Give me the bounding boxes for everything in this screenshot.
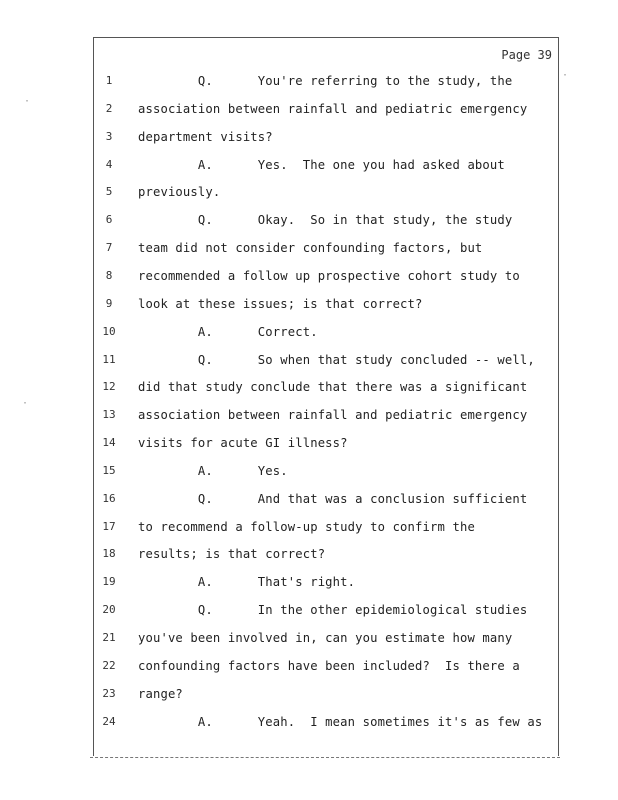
transcript-line	[0, 464, 618, 484]
line-number: 3	[105, 129, 113, 143]
line-number: 9	[105, 296, 113, 310]
transcript-line	[0, 185, 618, 205]
line-number: 12	[102, 380, 116, 394]
line-number: 17	[102, 519, 116, 533]
line-text: did that study conclude that there was a significant	[138, 380, 528, 395]
line-number: 22	[102, 658, 116, 672]
scan-speck: ·	[562, 70, 569, 81]
line-number: 11	[102, 352, 116, 366]
line-number: 24	[102, 714, 116, 728]
transcript-line	[0, 102, 618, 122]
line-text: recommended a follow up prospective cohort study to	[138, 268, 520, 283]
line-number: 2	[105, 101, 113, 115]
page-bottom-rule	[90, 757, 560, 758]
line-number: 6	[105, 213, 113, 227]
line-text: Q. And that was a conclusion sufficient	[138, 491, 528, 506]
transcript-line	[0, 74, 618, 94]
line-number: 15	[102, 463, 116, 477]
line-number: 7	[105, 241, 113, 255]
transcript-line	[0, 408, 618, 428]
transcript-line	[0, 492, 618, 512]
transcript-line	[0, 436, 618, 456]
line-text: previously.	[138, 185, 221, 200]
line-text: Q. Okay. So in that study, the study	[138, 213, 513, 228]
line-number: 23	[102, 686, 116, 700]
line-number: 14	[102, 436, 116, 450]
transcript-line	[0, 715, 618, 735]
line-text: A. Yes. The one you had asked about	[138, 157, 505, 172]
transcript-line	[0, 213, 618, 233]
line-text: results; is that correct?	[138, 547, 326, 562]
line-text: visits for acute GI illness?	[138, 436, 348, 451]
line-text: Q. You're referring to the study, the	[138, 74, 513, 88]
line-number: 19	[102, 575, 116, 589]
line-text: Q. In the other epidemiological studies	[138, 603, 528, 618]
transcript-line	[0, 158, 618, 178]
page-number: Page 39	[501, 48, 552, 62]
line-text: look at these issues; is that correct?	[138, 296, 423, 311]
line-number: 8	[105, 268, 113, 282]
line-text: you've been involved in, can you estimate how many	[138, 631, 513, 645]
line-text: A. That's right.	[138, 575, 356, 590]
line-text: team did not consider confounding factors, but	[138, 241, 483, 256]
line-number: 5	[105, 185, 113, 199]
transcript-line	[0, 575, 618, 595]
transcript-line	[0, 241, 618, 261]
line-text: range?	[138, 686, 183, 701]
line-text: confounding factors have been included? Is there a	[138, 658, 520, 673]
line-text: A. Correct.	[138, 324, 318, 339]
transcript-line	[0, 659, 618, 679]
transcript-line	[0, 520, 618, 540]
line-number: 4	[105, 157, 113, 171]
line-number: 20	[102, 603, 116, 617]
transcript-line	[0, 631, 618, 651]
line-number: 18	[102, 547, 116, 561]
line-text: department visits?	[138, 129, 273, 144]
transcript-line	[0, 325, 618, 345]
scan-speck: ·	[24, 96, 31, 107]
scan-speck: ·	[22, 398, 29, 409]
transcript-line	[0, 547, 618, 567]
line-text: association between rainfall and pediatric emergency	[138, 408, 528, 423]
transcript-line	[0, 297, 618, 317]
line-text: Q. So when that study concluded -- well,	[138, 352, 535, 367]
line-text: A. Yeah. I mean sometimes it's as few as	[138, 714, 543, 729]
line-text: A. Yes.	[138, 463, 288, 478]
line-text: to recommend a follow-up study to confirm the	[138, 519, 475, 534]
transcript-line	[0, 269, 618, 289]
line-number: 1	[105, 74, 113, 87]
line-number: 21	[102, 631, 116, 644]
line-number: 16	[102, 491, 116, 505]
transcript-line	[0, 130, 618, 150]
transcript-line	[0, 687, 618, 707]
line-number: 10	[102, 324, 116, 338]
line-number: 13	[102, 408, 116, 422]
line-text: association between rainfall and pediatric emergency	[138, 101, 528, 116]
transcript-line	[0, 353, 618, 373]
transcript-line	[0, 603, 618, 623]
transcript-line	[0, 380, 618, 400]
